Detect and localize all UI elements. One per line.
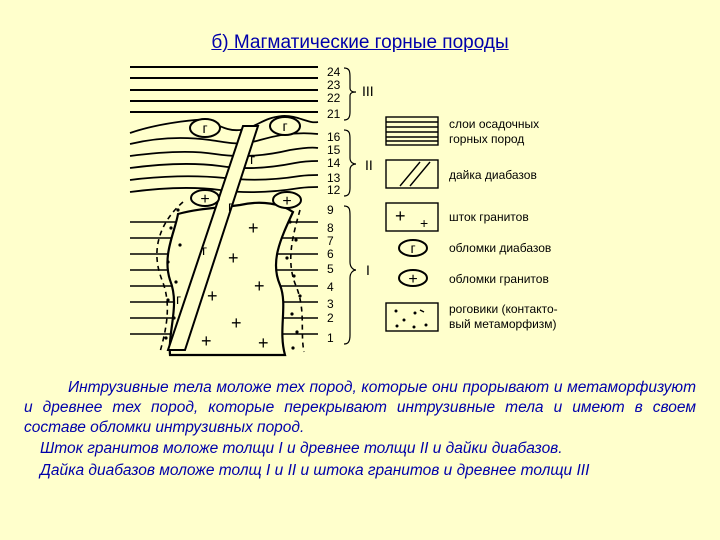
granite-fragment-icon <box>399 270 427 288</box>
granite-stock-icon <box>386 203 438 231</box>
granite-stock-mark: + <box>420 215 429 231</box>
layer-number: 14 <box>327 156 341 170</box>
explanation-paragraph <box>24 378 696 438</box>
layer-numbers <box>327 65 341 345</box>
layer-number: 15 <box>327 143 341 157</box>
diabase-dike-statement: Дайка диабазов моложе толщ I и II и штока гранитов и древнее толщи III <box>40 462 590 479</box>
hornfels-icon <box>386 303 438 331</box>
diabase-fragment-mark: г <box>282 118 288 134</box>
strata-brackets <box>344 68 356 344</box>
legend-label: дайка диабазов <box>449 168 537 182</box>
granite-mark: + <box>228 248 239 268</box>
diabase-fragment-mark: г <box>202 120 208 136</box>
granite-fragment-mark: + <box>200 191 210 208</box>
layer-number: 2 <box>327 311 334 325</box>
layer-number: 1 <box>327 331 334 345</box>
granite-mark: + <box>248 218 259 238</box>
legend-label: обломки диабазов <box>449 241 552 255</box>
layer-number: 13 <box>327 171 341 185</box>
diabase-fragment-icon-mark: г <box>410 240 416 256</box>
layer-number: 9 <box>327 203 334 217</box>
granite-stock-statement: Шток гранитов моложе толщи I и древнее толщи II и дайки диабазов. <box>40 440 563 457</box>
granite-mark: + <box>231 313 242 333</box>
layer-number: 24 <box>327 65 341 79</box>
layer-number: 21 <box>327 107 341 121</box>
legend-label: шток гранитов <box>449 210 529 224</box>
granite-stock-mark: + <box>395 206 406 226</box>
page-title: б) Магматические горные породы <box>211 32 509 53</box>
granite-mark: + <box>207 286 218 306</box>
dike-mark: г <box>250 151 256 167</box>
strata-group-I-label: I <box>366 262 370 278</box>
layer-number: 5 <box>327 262 334 276</box>
strata-group-III-label: III <box>362 83 374 99</box>
legend-label: слои осадочных <box>449 117 540 131</box>
dike-mark: г <box>228 198 234 214</box>
granite-fragment-mark: + <box>282 193 292 210</box>
layer-number: 7 <box>327 234 334 248</box>
legend-label: вый метаморфизм) <box>449 317 557 331</box>
diabase-dike-icon <box>386 160 438 188</box>
legend <box>386 117 438 331</box>
granite-mark: + <box>258 333 269 353</box>
explanation-text: Интрузивные тела моложе тех пород, которые они прорывают и метаморфизуют и древнее тех пород, которые перекрывают интрузивные тела и имеют в своем составе обломки интрузивных пород. <box>24 379 696 436</box>
dike-mark: г <box>176 291 182 307</box>
layer-number: 3 <box>327 297 334 311</box>
layer-number: 23 <box>327 78 341 92</box>
granite-mark: + <box>201 331 212 351</box>
layer-number: 8 <box>327 221 334 235</box>
layer-number: 12 <box>327 183 341 197</box>
layer-number: 6 <box>327 247 334 261</box>
sedimentary-layers-icon <box>386 117 438 145</box>
legend-label: обломки гранитов <box>449 272 549 286</box>
legend-label: роговики (контакто- <box>449 302 558 316</box>
layer-number: 16 <box>327 130 341 144</box>
layer-number: 22 <box>327 91 341 105</box>
strata-III-layers <box>130 67 318 112</box>
legend-labels <box>449 117 558 331</box>
layer-number: 4 <box>327 280 334 294</box>
strata-group-II-label: II <box>365 157 373 173</box>
legend-label: горных пород <box>449 132 525 146</box>
diabase-fragment-icon <box>399 240 427 256</box>
granite-mark: + <box>254 276 265 296</box>
granite-fragment-icon-mark: + <box>408 271 418 288</box>
dike-mark: г <box>202 242 208 258</box>
